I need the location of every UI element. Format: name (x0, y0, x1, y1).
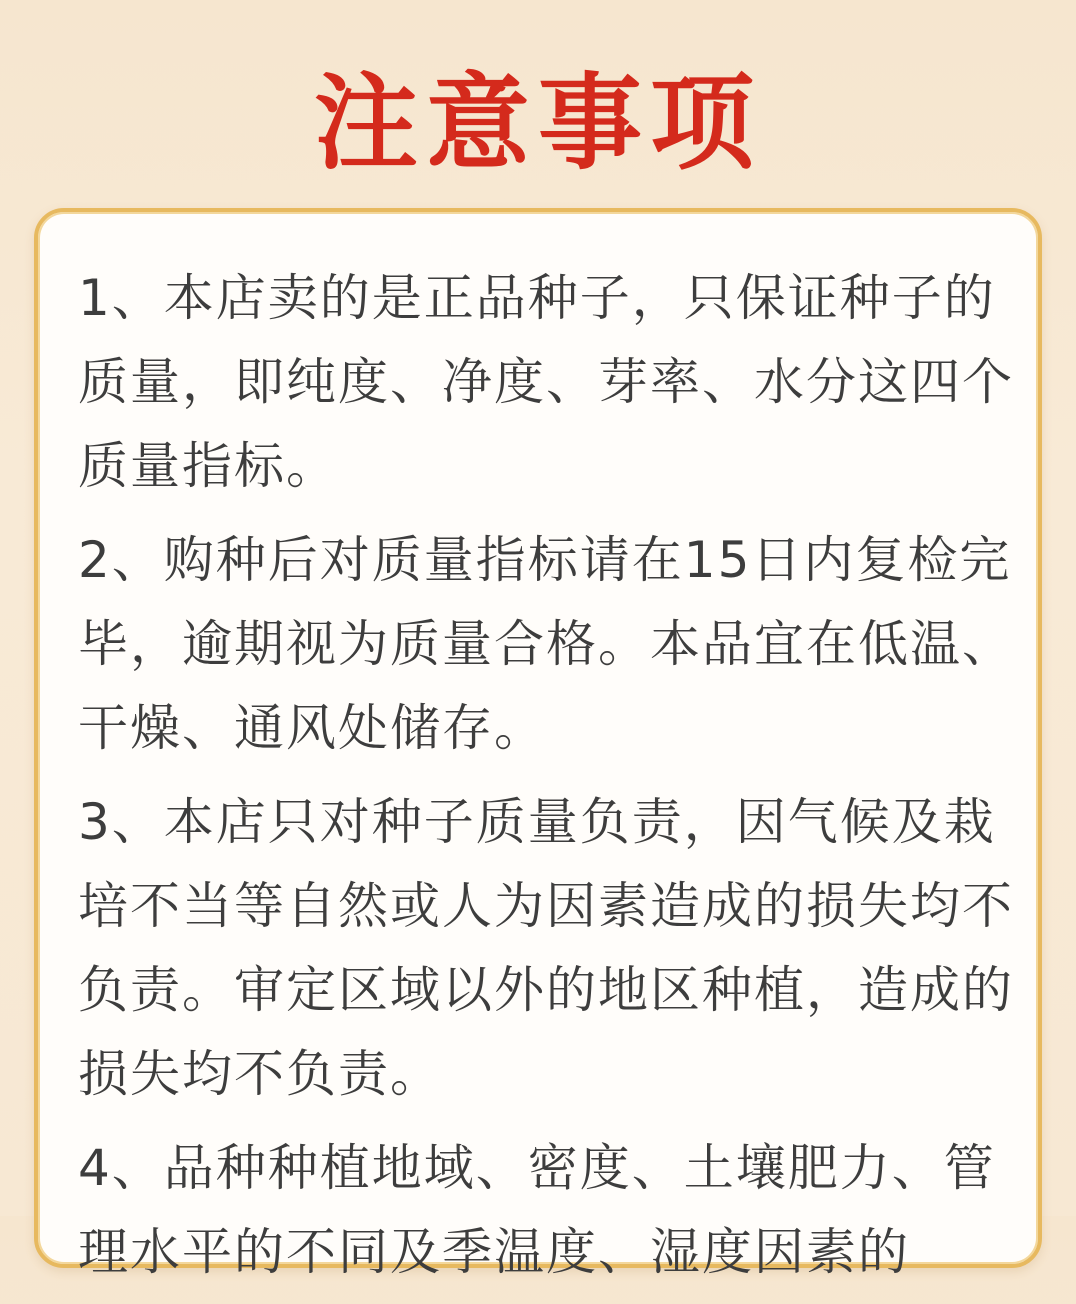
notice-card (34, 208, 1042, 1281)
notice-item-2: 2、购种后对质量指标请在15日内复检完毕，逾期视为质量合格。本品宜在低温、干燥、通风处储存。 (78, 531, 1014, 757)
notice-list (78, 256, 1018, 1304)
page-title: 注意事项 (313, 62, 762, 184)
notice-item-3: 3、本店只对种子质量负责，因气候及栽培不当等自然或人为因素造成的损失均不负责。审定区域以外的地区种植，造成的损失均不负责。 (78, 793, 1014, 1103)
notice-item-1: 1、本店卖的是正品种子，只保证种子的质量，即纯度、净度、芽率、水分这四个质量指标。 (78, 269, 1014, 495)
notice-item-4: 4、品种种植地域、密度、土壤肥力、管理水平的不同及季温度、湿度因素的 (78, 1139, 996, 1281)
